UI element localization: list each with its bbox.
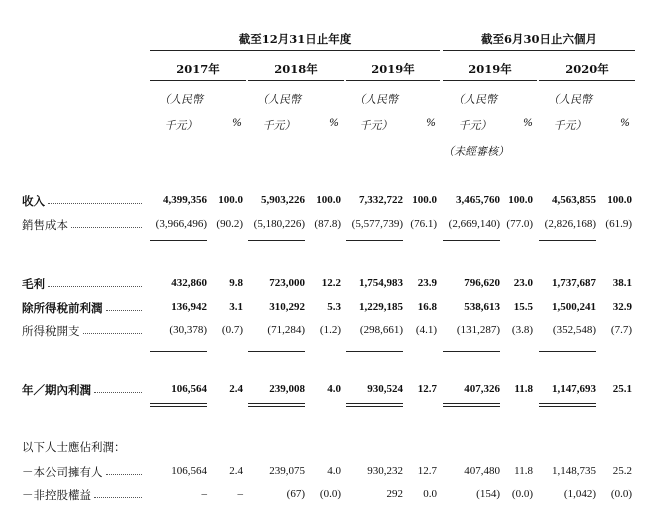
amount-cell: (3,966,496) <box>155 218 207 230</box>
amount-cell: 4,399,356 <box>163 194 207 206</box>
row-label: －本公司擁有人 <box>22 465 103 479</box>
unit-label: （人民幣 千元） <box>548 93 592 132</box>
row-label: －非控股權益 <box>22 488 91 502</box>
unit-label: （人民幣 千元） <box>354 93 398 132</box>
percent-cell: (77.0) <box>506 218 533 230</box>
percent-cell: (0.0) <box>610 488 632 500</box>
total-double-rule <box>248 403 305 407</box>
percent-cell: 23.0 <box>513 277 533 289</box>
unit-label: （人民幣 千元） <box>257 93 301 132</box>
leader-dots <box>106 474 142 475</box>
amount-cell: 1,148,735 <box>552 465 596 477</box>
year-rule <box>443 80 537 81</box>
amount-cell: 1,500,241 <box>552 301 596 313</box>
percent-label: % <box>523 117 533 129</box>
unit-label-unaudited: （人民幣 千元） （未經審核） <box>443 93 509 158</box>
percent-label: % <box>620 117 630 129</box>
amount-cell: 930,232 <box>367 465 403 477</box>
amount-cell: 407,326 <box>464 383 500 395</box>
percent-cell: (0.7) <box>221 324 243 336</box>
percent-cell: 5.3 <box>327 301 341 313</box>
row-label: 除所得稅前利潤 <box>22 301 103 315</box>
subtotal-rule <box>539 351 596 352</box>
amount-cell: 1,754,983 <box>359 277 403 289</box>
percent-cell: 11.8 <box>514 383 533 395</box>
total-double-rule <box>539 403 596 407</box>
total-double-rule <box>443 403 500 407</box>
percent-label: % <box>426 117 436 129</box>
subtotal-rule <box>248 351 305 352</box>
subtotal-rule <box>150 351 207 352</box>
subtotal-rule <box>539 240 596 241</box>
row-label: 所得稅開支 <box>22 324 80 338</box>
percent-cell: 0.0 <box>423 488 437 500</box>
percent-cell: 3.1 <box>229 301 243 313</box>
row-label: 銷售成本 <box>22 218 68 232</box>
amount-cell: (298,661) <box>359 324 403 336</box>
year-header-2017: 2017年 <box>176 62 220 76</box>
percent-cell: 100.0 <box>607 194 632 206</box>
amount-cell: (2,826,168) <box>544 218 596 230</box>
leader-dots <box>71 227 142 228</box>
percent-cell: (87.8) <box>314 218 341 230</box>
amount-cell: 292 <box>386 488 403 500</box>
amount-cell: 310,292 <box>269 301 305 313</box>
subtotal-rule <box>346 240 403 241</box>
percent-cell: 25.2 <box>612 465 632 477</box>
amount-cell: 106,564 <box>171 383 207 395</box>
amount-cell: 407,480 <box>464 465 500 477</box>
percent-cell: (0.0) <box>319 488 341 500</box>
amount-cell: 7,332,722 <box>359 194 403 206</box>
percent-cell: 15.5 <box>513 301 533 313</box>
year-rule <box>346 80 440 81</box>
percent-cell: 32.9 <box>612 301 632 313</box>
percent-cell: 2.4 <box>229 383 243 395</box>
percent-cell: (76.1) <box>410 218 437 230</box>
group-rule-annual <box>150 50 440 51</box>
amount-cell: 1,147,693 <box>552 383 596 395</box>
total-double-rule <box>346 403 403 407</box>
amount-cell: 930,524 <box>367 383 403 395</box>
percent-cell: 100.0 <box>316 194 341 206</box>
amount-cell: 796,620 <box>464 277 500 289</box>
amount-cell: 5,903,226 <box>261 194 305 206</box>
row-label: 以下人士應佔利潤： <box>22 440 126 454</box>
percent-cell: 12.2 <box>321 277 341 289</box>
percent-cell: 25.1 <box>612 383 632 395</box>
percent-cell: (1.2) <box>319 324 341 336</box>
row-label: 收入 <box>22 194 45 208</box>
amount-cell: (5,180,226) <box>253 218 305 230</box>
year-header-2019: 2019年 <box>371 62 415 76</box>
amount-cell: 106,564 <box>171 465 207 477</box>
percent-cell: (3.8) <box>511 324 533 336</box>
row-label: 毛利 <box>22 277 45 291</box>
percent-cell: (0.0) <box>511 488 533 500</box>
percent-cell: 9.8 <box>229 277 243 289</box>
amount-cell: 432,860 <box>171 277 207 289</box>
amount-cell: 4,563,855 <box>552 194 596 206</box>
percent-label: % <box>329 117 339 129</box>
year-header-2018: 2018年 <box>274 62 318 76</box>
subtotal-rule <box>443 351 500 352</box>
amount-cell: – <box>201 488 207 500</box>
amount-cell: 239,008 <box>269 383 305 395</box>
year-rule <box>248 80 344 81</box>
group-rule-interim <box>443 50 635 51</box>
amount-cell: 239,075 <box>269 465 305 477</box>
amount-cell: 136,942 <box>171 301 207 313</box>
percent-cell: 23.9 <box>417 277 437 289</box>
group-header-annual: 截至12月31日止年度 <box>238 32 352 46</box>
percent-cell: (4.1) <box>415 324 437 336</box>
leader-dots <box>83 333 142 334</box>
percent-cell: 100.0 <box>508 194 533 206</box>
percent-cell: 38.1 <box>612 277 632 289</box>
percent-cell: (90.2) <box>216 218 243 230</box>
percent-cell: 12.7 <box>417 465 437 477</box>
amount-cell: (30,378) <box>169 324 207 336</box>
amount-cell: (1,042) <box>563 488 596 500</box>
total-double-rule <box>150 403 207 407</box>
amount-cell: 1,737,687 <box>552 277 596 289</box>
group-header-interim: 截至6月30日止六個月 <box>480 32 597 46</box>
unit-label: （人民幣 千元） <box>159 93 203 132</box>
amount-cell: 538,613 <box>464 301 500 313</box>
amount-cell: 723,000 <box>269 277 305 289</box>
percent-cell: (61.9) <box>605 218 632 230</box>
subtotal-rule <box>150 240 207 241</box>
amount-cell: (67) <box>286 488 305 500</box>
leader-dots <box>48 203 142 204</box>
percent-cell: 12.7 <box>417 383 437 395</box>
leader-dots <box>94 392 142 393</box>
subtotal-rule <box>248 240 305 241</box>
percent-cell: 16.8 <box>417 301 437 313</box>
leader-dots <box>94 497 142 498</box>
amount-cell: (352,548) <box>552 324 596 336</box>
year-header-2019-interim: 2019年 <box>468 62 512 76</box>
year-rule <box>539 80 635 81</box>
leader-dots <box>48 286 142 287</box>
percent-cell: 100.0 <box>412 194 437 206</box>
percent-cell: 4.0 <box>327 383 341 395</box>
subtotal-rule <box>346 351 403 352</box>
amount-cell: 3,465,760 <box>456 194 500 206</box>
amount-cell: (71,284) <box>267 324 305 336</box>
percent-cell: 4.0 <box>327 465 341 477</box>
percent-cell: 100.0 <box>218 194 243 206</box>
year-header-2020-interim: 2020年 <box>565 62 609 76</box>
amount-cell: (154) <box>476 488 500 500</box>
percent-cell: (7.7) <box>610 324 632 336</box>
amount-cell: 1,229,185 <box>359 301 403 313</box>
amount-cell: (131,287) <box>456 324 500 336</box>
amount-cell: (5,577,739) <box>351 218 403 230</box>
subtotal-rule <box>443 240 500 241</box>
year-rule <box>150 80 246 81</box>
percent-cell: 2.4 <box>229 465 243 477</box>
amount-cell: (2,669,140) <box>448 218 500 230</box>
percent-cell: – <box>237 488 243 500</box>
leader-dots <box>106 310 142 311</box>
row-label: 年／期內利潤 <box>22 383 91 397</box>
percent-cell: 11.8 <box>514 465 533 477</box>
percent-label: % <box>232 117 242 129</box>
